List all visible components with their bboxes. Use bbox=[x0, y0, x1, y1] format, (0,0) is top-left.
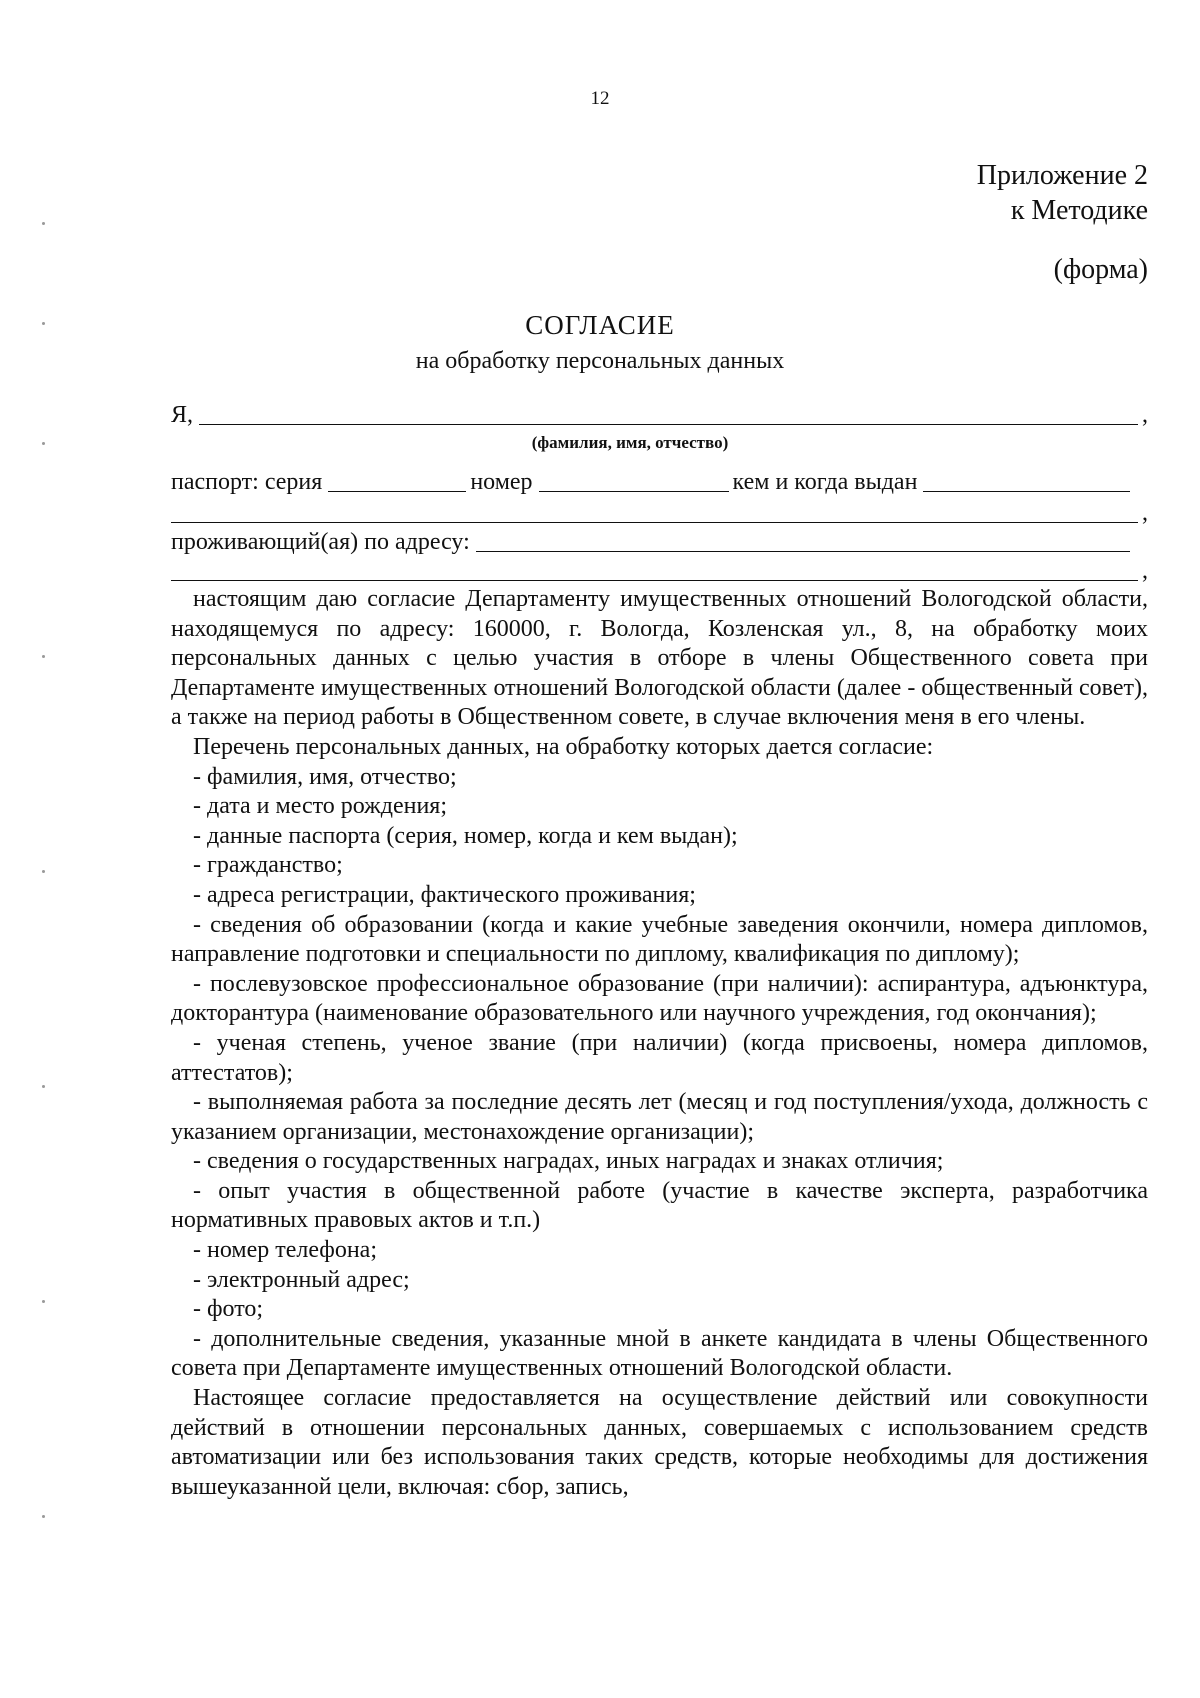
passport-series-blank[interactable] bbox=[328, 467, 466, 492]
address-continuation-row bbox=[171, 556, 1148, 585]
passport-series-label: паспорт: серия bbox=[171, 469, 323, 495]
consent-paragraph: - опыт участия в общественной работе (участие в качестве эксперта, разработчика нормативных правовых актов и т.п.) bbox=[171, 1177, 1148, 1234]
scan-speck bbox=[42, 1515, 45, 1518]
consent-paragraph: - сведения об образовании (когда и какие учебные заведения окончили, номера дипломов, направление подготовки и специальности по диплому, квалификация по диплому); bbox=[171, 911, 1148, 968]
appendix-reference bbox=[977, 158, 1148, 228]
passport-continuation-row bbox=[171, 498, 1148, 527]
fio-blank-line[interactable] bbox=[199, 400, 1138, 425]
passport-number-blank[interactable] bbox=[539, 467, 729, 492]
consent-paragraph: - ученая степень, ученое звание (при наличии) (когда присвоены, номера дипломов, аттестатов); bbox=[171, 1029, 1148, 1086]
address-blank[interactable] bbox=[476, 527, 1130, 552]
address-row bbox=[171, 527, 1148, 556]
document-subtitle: на обработку персональных данных bbox=[415, 348, 785, 374]
consent-paragraph: - фото; bbox=[193, 1296, 264, 1323]
scan-speck bbox=[42, 655, 45, 658]
passport-number-label: номер bbox=[470, 469, 533, 495]
scan-speck bbox=[42, 870, 45, 873]
consent-paragraph: - послевузовское профессиональное образование (при наличии): аспирантура, адъюнктура, докторантура (наименование образовательного или научного учреждения, год окончания); bbox=[171, 970, 1148, 1027]
i-prefix: Я, bbox=[171, 402, 194, 428]
address-comma: , bbox=[1142, 558, 1148, 584]
consent-body bbox=[171, 585, 1148, 1502]
consent-paragraph: - адреса регистрации, фактического проживания; bbox=[193, 881, 696, 908]
consent-paragraph: Перечень персональных данных, на обработку которых дается согласие: bbox=[193, 733, 934, 760]
consent-paragraph: настоящим даю согласие Департаменту имущественных отношений Вологодской области, находящемуся по адресу: 160000, г. Вологда, Козленская ул., 8, на обработку моих персональных данных с целью участия в отборе в члены Общественного совета при Департаменте имущественных отношений Вологодской области (далее - общественный совет), а также на период работы в Общественном совете, в случае включения меня в его члены. bbox=[171, 586, 1148, 731]
consent-paragraph: Настоящее согласие предоставляется на осуществление действий или совокупности действий в отношении персональных данных, совершаемых с использованием средств автоматизации или без использования таких средств, которые необходимы для достижения вышеуказанной цели, включая: сбор, запись, bbox=[171, 1385, 1148, 1500]
scan-speck bbox=[42, 222, 45, 225]
passport-comma: , bbox=[1142, 500, 1148, 526]
form-mark: (форма) bbox=[1053, 254, 1148, 285]
scan-speck bbox=[42, 442, 45, 445]
scan-speck bbox=[42, 322, 45, 325]
consent-paragraph: - электронный адрес; bbox=[193, 1266, 410, 1293]
passport-issued-label: кем и когда выдан bbox=[732, 469, 918, 495]
passport-issued-blank[interactable] bbox=[923, 467, 1130, 492]
consent-paragraph: - данные паспорта (серия, номер, когда и кем выдан); bbox=[193, 822, 738, 849]
consent-paragraph: - дополнительные сведения, указанные мной в анкете кандидата в члены Общественного совета при Департаменте имущественных отношений Вологодской области. bbox=[171, 1325, 1148, 1382]
consent-paragraph: - гражданство; bbox=[193, 852, 343, 879]
scan-speck bbox=[42, 1085, 45, 1088]
page-number: 12 bbox=[590, 88, 610, 109]
scan-speck bbox=[42, 1300, 45, 1303]
consent-paragraph: - фамилия, имя, отчество; bbox=[193, 763, 457, 790]
appendix-line-1: Приложение 2 bbox=[976, 160, 1148, 191]
passport-row bbox=[171, 467, 1148, 496]
consent-paragraph: - номер телефона; bbox=[193, 1237, 377, 1264]
document-title: СОГЛАСИЕ bbox=[525, 310, 675, 340]
consent-paragraph: - сведения о государственных наградах, иных наградах и знаках отличия; bbox=[193, 1148, 944, 1175]
address-label: проживающий(ая) по адресу: bbox=[171, 529, 470, 555]
fio-row bbox=[171, 400, 1148, 429]
fio-comma: , bbox=[1142, 402, 1148, 428]
consent-paragraph: - дата и место рождения; bbox=[193, 793, 448, 820]
address-continuation-blank[interactable] bbox=[171, 556, 1138, 581]
consent-paragraph: - выполняемая работа за последние десять лет (месяц и год поступления/ухода, должность с указанием организации, местонахождение организации); bbox=[171, 1089, 1148, 1145]
fio-caption: (фамилия, имя, отчество) bbox=[531, 433, 729, 452]
appendix-line-2: к Методике bbox=[1010, 195, 1148, 226]
passport-continuation-blank[interactable] bbox=[171, 498, 1138, 523]
